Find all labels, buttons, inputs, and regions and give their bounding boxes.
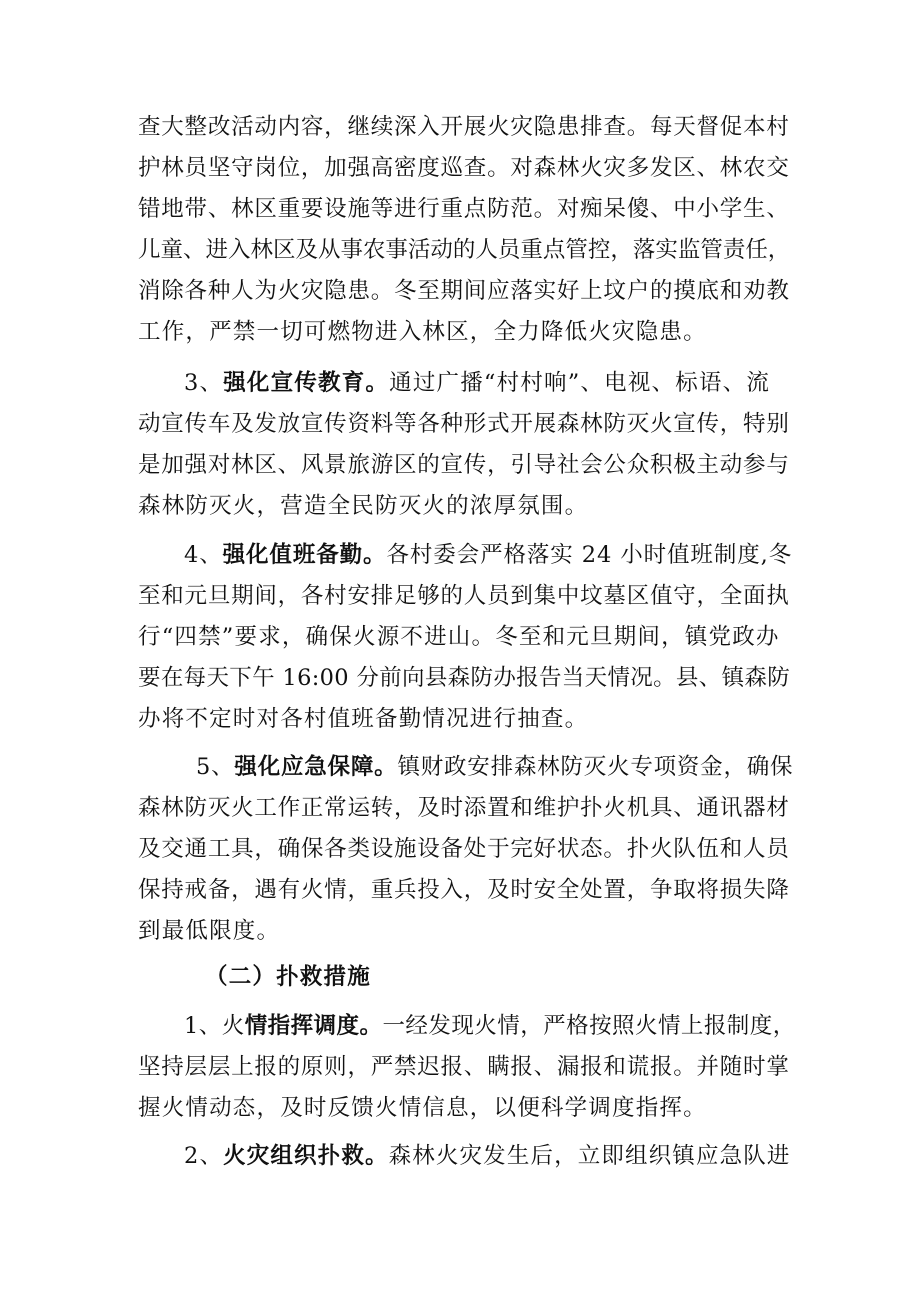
paragraph-line: 消除各种人为火灾隐患。冬至期间应落实好上坟户的摸底和劝教 (138, 278, 790, 304)
item-heading: 强化值班备勤。 (222, 542, 387, 568)
item-text: 各村委会严格落实 24 小时值班制度,冬 (386, 542, 793, 568)
section-heading: （二）扑救措施 (205, 964, 371, 990)
item-text: 镇财政安排森林防灭火专项资金，确保 (397, 754, 794, 780)
item-5-first-line (196, 752, 793, 782)
paragraph-line: 保持戒备，遇有火情，重兵投入，及时安全处置，争取将损失降 (138, 877, 790, 903)
item-text: 森林火灾发生后，立即组织镇应急队进 (388, 1143, 791, 1169)
paragraph-line: 儿童、进入林区及从事农事活动的人员重点管控，落实监管责任， (138, 237, 791, 263)
item-number: 1、 (184, 1013, 222, 1039)
paragraph-line: 动宣传车及发放宣传资料等各种形式开展森林防灭火宣传，特别 (138, 411, 790, 437)
measure-1-first-line (184, 1011, 796, 1041)
item-number: 4、 (184, 542, 223, 568)
item-prefix: 火 (221, 1013, 245, 1039)
measure-2-first-line (184, 1141, 791, 1171)
item-heading: 火灾组织扑救。 (223, 1143, 389, 1169)
item-text: 一经发现火情，严格按照火情上报制度， (382, 1013, 796, 1039)
paragraph-line: 及交通工具，确保各类设施设备处于完好状态。扑火队伍和人员 (138, 836, 790, 862)
paragraph-line: 要在每天下午 16:00 分前向县森防办报告当天情况。县、镇森防 (138, 665, 791, 691)
item-3-first-line (184, 368, 770, 398)
paragraph-line: 到最低限度。 (138, 918, 281, 944)
item-number: 3、 (184, 370, 224, 396)
item-4-first-line (184, 540, 792, 570)
paragraph-line: 办将不定时对各村值班备勤情况进行抽查。 (138, 706, 589, 732)
paragraph-line: 是加强对林区、风景旅游区的宣传，引导社会公众积极主动参与 (138, 452, 790, 478)
item-heading: 情指挥调度。 (244, 1013, 383, 1039)
item-number: 2、 (184, 1143, 224, 1169)
paragraph-line: 工作，严禁一切可燃物进入林区，全力降低火灾隐患。 (138, 319, 707, 345)
paragraph-line: 坚持层层上报的原则，严禁迟报、瞒报、漏报和谎报。并随时掌 (138, 1054, 790, 1080)
paragraph-line: 森林防灭火工作正常运转，及时添置和维护扑火机具、通讯器材 (138, 795, 790, 821)
item-heading: 强化应急保障。 (234, 754, 398, 780)
paragraph-line: 至和元旦期间，各村安排足够的人员到集中坟墓区值守，全面执 (138, 583, 790, 609)
item-text: 通过广播“村村响”、电视、标语、流 (389, 370, 771, 396)
paragraph-line: 错地带、林区重要设施等进行重点防范。对痴呆傻、中小学生、 (138, 196, 790, 222)
item-heading: 强化宣传教育。 (223, 370, 390, 396)
paragraph-line: 行“四禁”要求，确保火源不进山。冬至和元旦期间，镇党政办 (138, 624, 780, 650)
item-number: 5、 (196, 754, 235, 780)
paragraph-line: 查大整改活动内容，继续深入开展火灾隐患排查。每天督促本村 (138, 114, 790, 140)
paragraph-line: 护林员坚守岗位，加强高密度巡查。对森林火灾多发区、林农交 (138, 155, 790, 181)
paragraph-line: 森林防灭火，营造全民防灭火的浓厚氛围。 (138, 493, 589, 519)
paragraph-line: 握火情动态，及时反馈火情信息，以便科学调度指挥。 (138, 1095, 707, 1121)
